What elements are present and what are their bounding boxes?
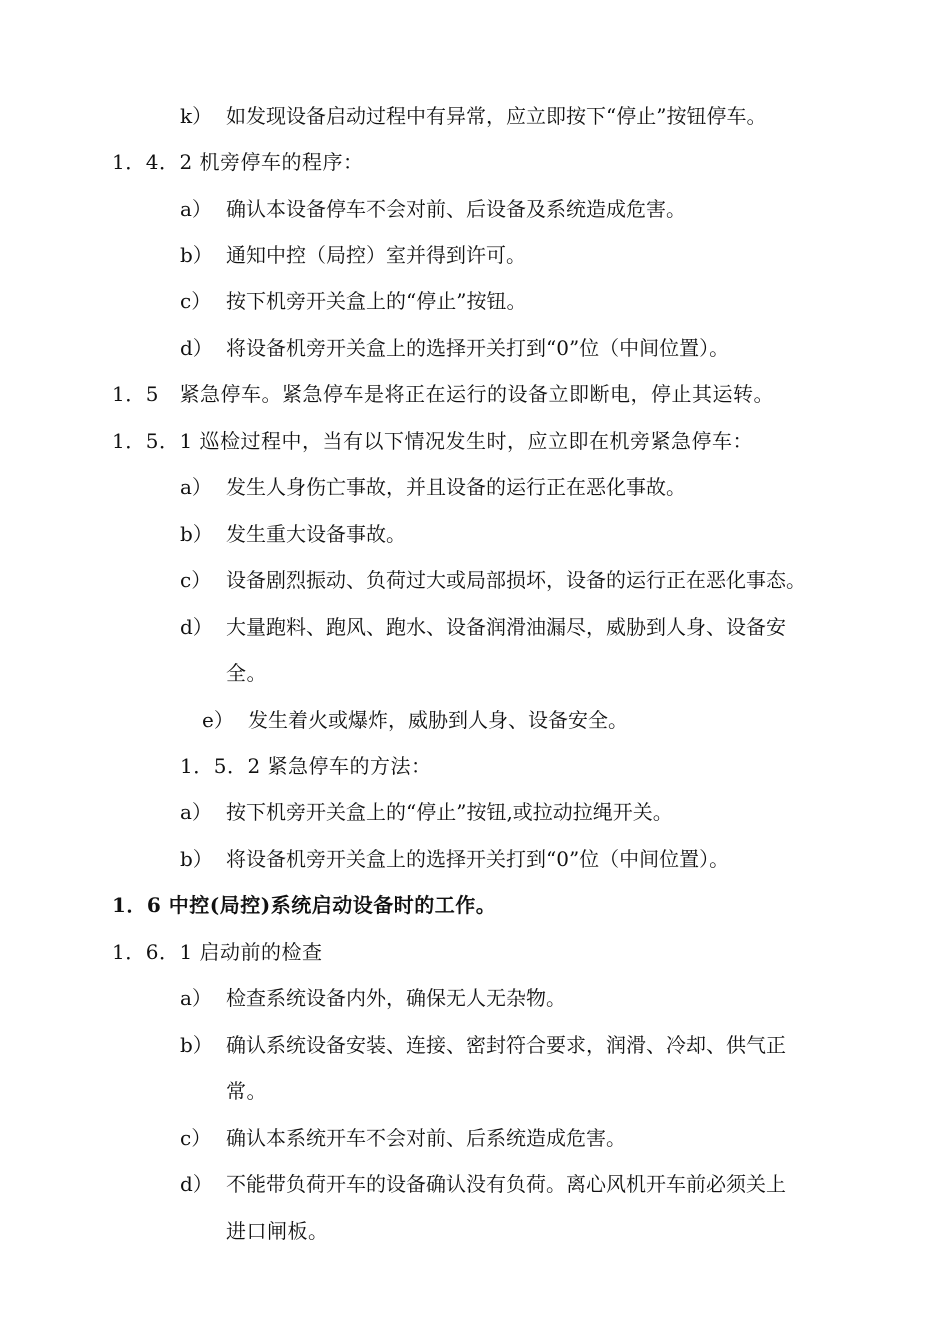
- list-item-b: [180, 520, 406, 548]
- list-item-text: 确认本系统开车不会对前、后系统造成危害。: [226, 1126, 626, 1150]
- list-item-d: [180, 613, 786, 641]
- list-item-text: 通知中控（局控）室并得到许可。: [226, 243, 526, 267]
- list-marker: k）: [180, 104, 213, 128]
- list-item-b: [180, 1031, 786, 1059]
- list-item-text: 检查系统设备内外，确保无人无杂物。: [226, 986, 566, 1010]
- list-item-continuation: 全。: [226, 661, 267, 685]
- section-heading-1-5-2: 1．5．2 紧急停车的方法：: [180, 754, 432, 778]
- list-marker: b）: [180, 847, 213, 871]
- list-item-text: 大量跑料、跑风、跑水、设备润滑油漏尽，威胁到人身、设备安: [226, 615, 786, 639]
- list-item-text: 发生人身伤亡事故，并且设备的运行正在恶化事故。: [226, 475, 686, 499]
- list-item-text: 确认本设备停车不会对前、后设备及系统造成危害。: [226, 197, 686, 221]
- list-marker: d）: [180, 1172, 213, 1196]
- list-item-text: 确认系统设备安装、连接、密封符合要求，润滑、冷却、供气正: [226, 1033, 786, 1057]
- list-item-a: [180, 984, 566, 1012]
- list-item-text: 发生重大设备事故。: [226, 522, 406, 546]
- list-item-text: 按下机旁开关盒上的“停止”按钮。: [226, 289, 527, 313]
- section-heading-1-5-1: 1．5．1 巡检过程中，当有以下情况发生时，应立即在机旁紧急停车：: [112, 429, 754, 453]
- list-item-c: [180, 287, 526, 315]
- list-marker: c）: [180, 568, 212, 592]
- list-marker: e）: [202, 708, 234, 732]
- list-item-text: 将设备机旁开关盒上的选择开关打到“0”位（中间位置）。: [226, 847, 730, 871]
- section-heading-1-6: 1．6 中控(局控)系统启动设备时的工作。: [112, 893, 497, 917]
- list-marker: d）: [180, 615, 213, 639]
- list-marker: d）: [180, 336, 213, 360]
- list-item-a: [180, 473, 686, 501]
- list-item-d: [180, 334, 729, 362]
- list-item-text: 如发现设备启动过程中有异常，应立即按下“停止”按钮停车。: [226, 104, 767, 128]
- list-item-continuation: 进口闸板。: [226, 1219, 329, 1243]
- list-marker: a）: [180, 475, 212, 499]
- list-item-b: [180, 241, 526, 269]
- list-marker: c）: [180, 289, 212, 313]
- list-marker: a）: [180, 197, 212, 221]
- list-item-a: [180, 798, 673, 826]
- list-item-continuation: 常。: [226, 1079, 267, 1103]
- list-item-b: [180, 845, 729, 873]
- list-item-text: 按下机旁开关盒上的“停止”按钮,或拉动拉绳开关。: [226, 800, 673, 824]
- list-item-e: [202, 706, 628, 734]
- list-marker: a）: [180, 986, 212, 1010]
- list-item-text: 不能带负荷开车的设备确认没有负荷。离心风机开车前必须关上: [226, 1172, 786, 1196]
- section-heading-1-5: 1．5 紧急停车。紧急停车是将正在运行的设备立即断电，停止其运转。: [112, 382, 774, 406]
- list-item-c: [180, 566, 806, 594]
- list-marker: b）: [180, 1033, 213, 1057]
- list-item-text: 将设备机旁开关盒上的选择开关打到“0”位（中间位置）。: [226, 336, 730, 360]
- list-marker: b）: [180, 243, 213, 267]
- list-item-text: 设备剧烈振动、负荷过大或局部损坏，设备的运行正在恶化事态。: [226, 568, 806, 592]
- list-marker: a）: [180, 800, 212, 824]
- list-marker: c）: [180, 1126, 212, 1150]
- list-item-text: 发生着火或爆炸，威胁到人身、设备安全。: [248, 708, 628, 732]
- list-item-a: [180, 195, 686, 223]
- section-heading-1-6-1: 1．6．1 启动前的检查: [112, 940, 323, 964]
- list-item-k: [180, 102, 766, 130]
- list-marker: b）: [180, 522, 213, 546]
- section-heading-1-4-2: 1．4．2 机旁停车的程序：: [112, 150, 364, 174]
- list-item-c: [180, 1124, 626, 1152]
- list-item-d: [180, 1170, 786, 1198]
